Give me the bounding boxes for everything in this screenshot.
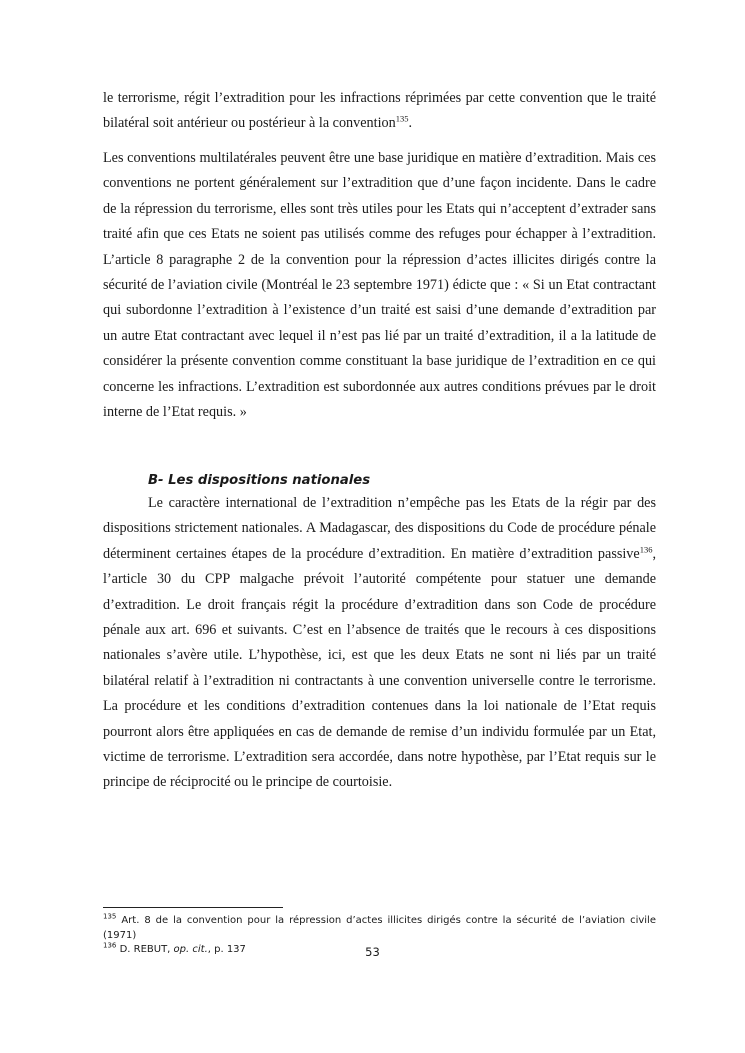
footnote-text: Art. 8 de la convention pour la répression d’actes illicites dirigés contre la sécurité de l’aviation civile (1971) [103, 915, 656, 941]
page-number: 53 [365, 945, 380, 959]
paragraph-2 [103, 146, 656, 425]
paragraph-1-text: le terrorisme, régit l’extradition pour les infractions réprimées par cette convention que le traité bilatéral soit antérieur ou postérieur à la convention [103, 90, 656, 132]
footnote-ref-135[interactable]: 135 [395, 113, 409, 124]
footnote-number: 136 [103, 941, 117, 950]
paragraph-3-start: Le caractère international de l’extradition n’empêche pas les Etats de la régir par des dispositions strictement nationales. A Madagascar, des dispositions du Code de procédure pénale déterminent certaines étapes de la procédure d’extradition. En matière d’extradition passive [103, 495, 656, 562]
footnote-number: 135 [103, 912, 117, 921]
footnote-separator [103, 907, 283, 908]
paragraph-3 [103, 491, 656, 796]
paragraph-2-text: Les conventions multilatérales peuvent être une base juridique en matière d’extradition. Mais ces conventions ne portent généralement sur l’extradition que d’une façon incidente. Dans le cadre de la répression du terrorisme, elles sont très utiles pour les Etats qui n’acceptent d’extrader sans traité afin que ces Etats ne soient pas utilisés comme des refuges pour échapper à l’extradition. L’article 8 paragraphe 2 de la convention pour la répression d’actes illicites dirigés contre la sécurité de l’aviation civile (Montréal le 23 septembre 1971) édicte que : « Si un Etat contractant qui subordonne l’extradition à l’existence d’un traité est saisi d’une demande d’extradition par un autre Etat contractant avec lequel il n’est pas lié par un traité d’extradition, il a la latitude de considérer la présente convention comme constituant la base juridique de l’extradition en ce qui concerne les infractions. L’extradition est subordonnée aux autres conditions prévues par le droit interne de l’Etat requis. » [103, 150, 656, 421]
paragraph-3-end: , l’article 30 du CPP malgache prévoit l’autorité compétente pour statuer une demande d’extradition. Le droit français régit la procédure d’extradition dans son Code de procédure pénale aux art. 696 et suivants. C’est en l’absence de traités que le recours à ces dispositions nationales s’avère utile. L’hypothèse, ici, est que les deux Etats ne sont ni liés par un traité bilatéral relatif à l’extradition ni contractants à une convention universelle contre le terrorisme. La procédure et les conditions d’extradition contenues dans la loi nationale de l’Etat requis pourront alors être appliquées en cas de demande de remise d’un individu formulée par un Etat, victime de terrorisme. L’extradition sera accordée, dans notre hypothèse, par l’Etat requis sur le principe de réciprocité ou le principe de courtoisie. [103, 545, 656, 791]
paragraph-1 [103, 86, 656, 137]
footnote-ref-136[interactable]: 136 [639, 544, 653, 555]
footnote-author: D. REBUT, [119, 944, 174, 955]
footnote-ref: op. cit. [173, 944, 208, 955]
footnote-page: , p. 137 [207, 944, 246, 955]
section-heading: B- Les dispositions nationales [148, 473, 371, 488]
footnote-135 [103, 914, 656, 943]
paragraph-1-end: . [408, 115, 413, 132]
